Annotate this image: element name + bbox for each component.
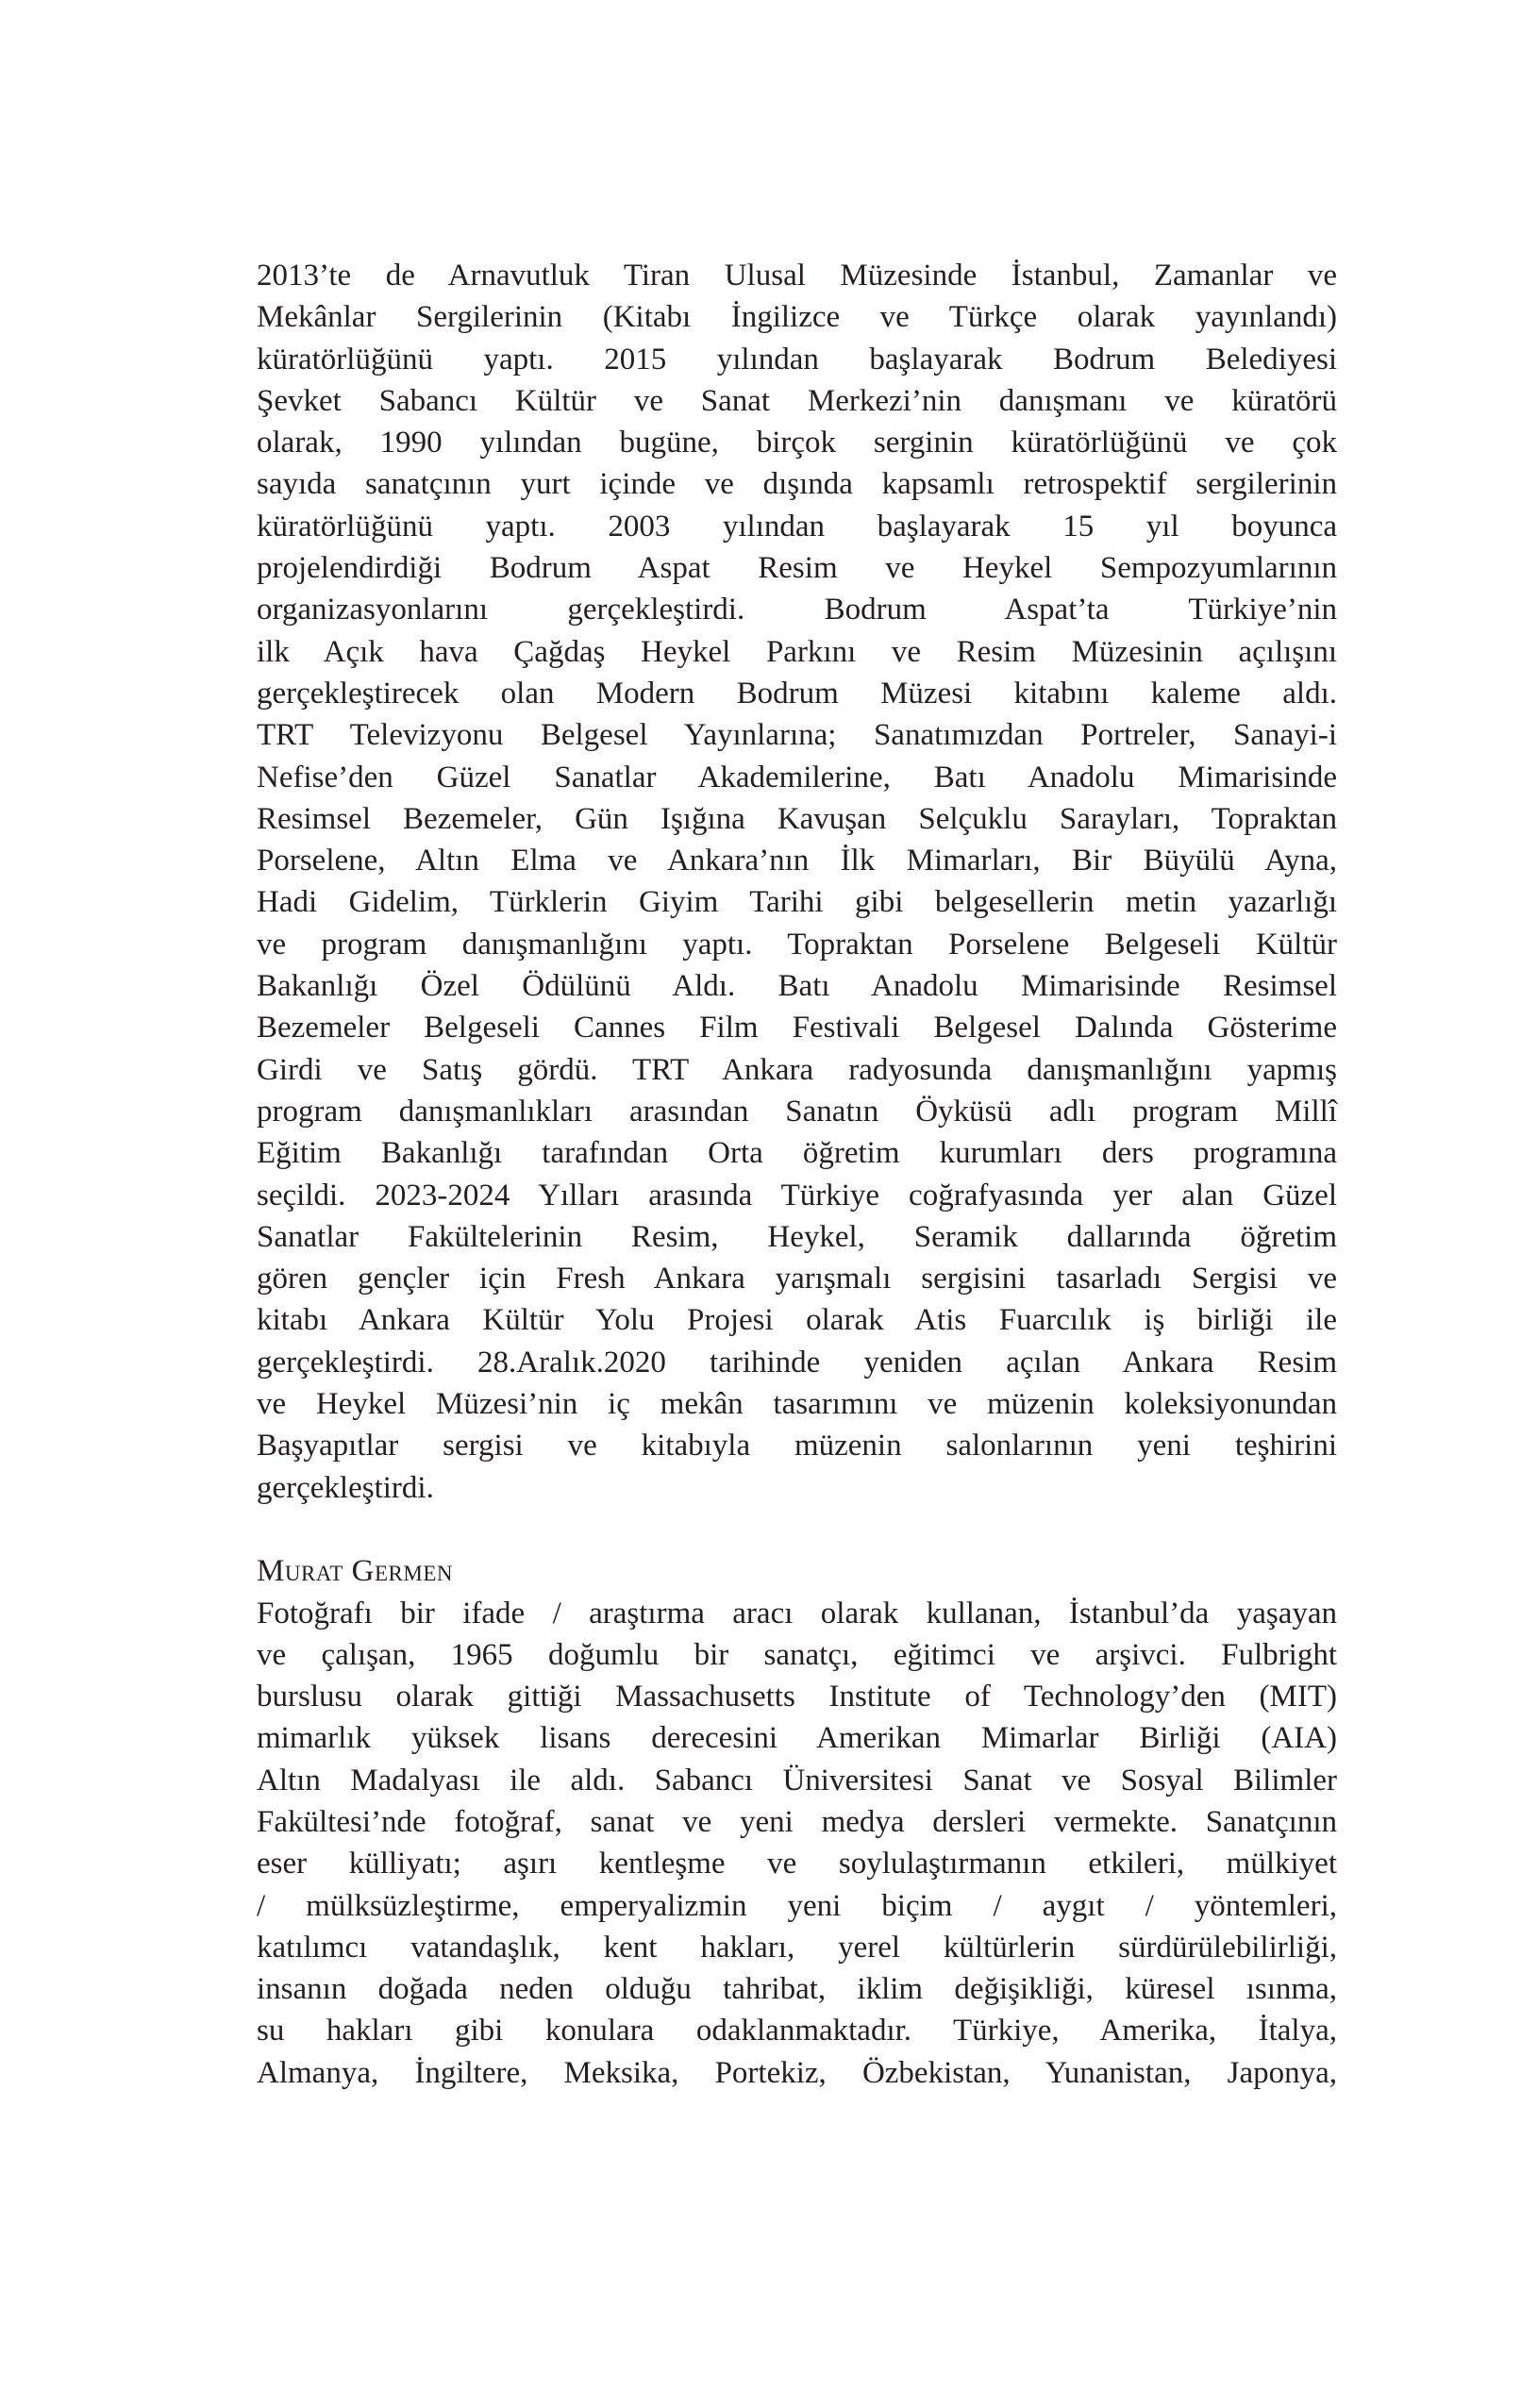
paragraph-line: Bezemeler Belgeseli Cannes Film Festivali Belgesel Dalında Gösterime (257, 1011, 1337, 1045)
paragraph-line: gerçekleştirecek olan Modern Bodrum Müzesi kitabını kaleme aldı. (257, 676, 1337, 711)
paragraph-line: mimarlık yüksek lisans derecesini Amerikan Mimarlar Birliği (AIA) (257, 1721, 1337, 1756)
paragraph-line: Eğitim Bakanlığı tarafından Orta öğretim kurumları ders programına (257, 1136, 1337, 1171)
paragraph-line: Nefise’den Güzel Sanatlar Akademilerine, Batı Anadolu Mimarisinde (257, 760, 1337, 794)
paragraph-line: ilk Açık hava Çağdaş Heykel Parkını ve Resim Müzesinin açılışını (257, 634, 1337, 669)
paragraph-line: Sanatlar Fakültelerinin Resim, Heykel, Seramik dallarında öğretim (257, 1219, 1337, 1254)
paragraph-line: burslusu olarak gittiği Massachusetts Institute of Technology’den (MIT) (257, 1680, 1337, 1714)
paragraph-line: TRT Televizyonu Belgesel Yayınlarına; Sanatımızdan Portreler, Sanayi-i (257, 718, 1337, 753)
paragraph-line: katılımcı vatandaşlık, kent hakları, yerel kültürlerin sürdürülebilirliği, (257, 1930, 1337, 1965)
paragraph-line: gerçekleştirdi. (257, 1470, 434, 1505)
section-gap (257, 1509, 1337, 1550)
paragraph-line: ve program danışmanlığını yaptı. Topraktan Porselene Belgeseli Kültür (257, 927, 1337, 962)
paragraph-line: Resimsel Bezemeler, Gün Işığına Kavuşan Selçuklu Sarayları, Topraktan (257, 801, 1337, 836)
paragraph-line: projelendirdiği Bodrum Aspat Resim ve Heykel Sempozyumlarının (257, 551, 1337, 586)
paragraph-line: sayıda sanatçının yurt içinde ve dışında kapsamlı retrospektif sergilerinin (257, 467, 1337, 502)
paragraph-line: ve Heykel Müzesi’nin iç mekân tasarımını ve müzenin koleksiyonundan (257, 1387, 1337, 1422)
paragraph-line: eser külliyatı; aşırı kentleşme ve soylulaştırmanın etkileri, mülkiyet (257, 1847, 1337, 1881)
paragraph-line: ve çalışan, 1965 doğumlu bir sanatçı, eğitimci ve arşivci. Fulbright (257, 1637, 1337, 1672)
paragraph-line: Porselene, Altın Elma ve Ankara’nın İlk Mimarları, Bir Büyülü Ayna, (257, 844, 1337, 878)
paragraph-line: / mülksüzleştirme, emperyalizmin yeni biçim / aygıt / yöntemleri, (257, 1888, 1337, 1923)
paragraph-line: Hadi Gidelim, Türklerin Giyim Tarihi gibi belgesellerin metin yazarlığı (257, 885, 1337, 920)
paragraph-line: Fakültesi’nde fotoğraf, sanat ve yeni medya dersleri vermekte. Sanatçının (257, 1804, 1337, 1839)
document-page (257, 255, 1337, 2094)
biography-section-1 (257, 255, 1337, 1509)
paragraph-line: seçildi. 2023-2024 Yılları arasında Türkiye coğrafyasında yer alan Güzel (257, 1178, 1337, 1212)
paragraph-line: organizasyonlarını gerçekleştirdi. Bodrum Aspat’ta Türkiye’nin (257, 593, 1337, 627)
paragraph-line: Almanya, İngiltere, Meksika, Portekiz, Özbekistan, Yunanistan, Japonya, (257, 2055, 1337, 2090)
paragraph-line: kitabı Ankara Kültür Yolu Projesi olarak Atis Fuarcılık iş birliği ile (257, 1303, 1337, 1338)
paragraph-line: insanın doğada neden olduğu tahribat, iklim değişikliği, küresel ısınma, (257, 1972, 1337, 2007)
paragraph-line: Mekânlar Sergilerinin (Kitabı İngilizce ve Türkçe olarak yayınlandı) (257, 300, 1337, 335)
section-heading: Murat Germen (257, 1554, 453, 1589)
paragraph-line: 2013’te de Arnavutluk Tiran Ulusal Müzesinde İstanbul, Zamanlar ve (257, 259, 1337, 293)
paragraph-line: Altın Madalyası ile aldı. Sabancı Üniversitesi Sanat ve Sosyal Bilimler (257, 1763, 1337, 1798)
paragraph-line: gören gençler için Fresh Ankara yarışmalı sergisini tasarladı Sergisi ve (257, 1262, 1337, 1296)
paragraph-line: Bakanlığı Özel Ödülünü Aldı. Batı Anadolu Mimarisinde Resimsel (257, 969, 1337, 1004)
biography-section-murat-germen (257, 1550, 1337, 2094)
paragraph-line: gerçekleştirdi. 28.Aralık.2020 tarihinde yeniden açılan Ankara Resim (257, 1345, 1337, 1380)
paragraph-line: Fotoğrafı bir ifade / araştırma aracı olarak kullanan, İstanbul’da yaşayan (257, 1596, 1337, 1630)
paragraph-line: Başyapıtlar sergisi ve kitabıyla müzenin salonlarının yeni teşhirini (257, 1429, 1337, 1463)
paragraph-line: program danışmanlıkları arasından Sanatın Öyküsü adlı program Millî (257, 1094, 1337, 1129)
paragraph-line: Girdi ve Satış gördü. TRT Ankara radyosunda danışmanlığını yapmış (257, 1052, 1337, 1087)
paragraph-line: Şevket Sabancı Kültür ve Sanat Merkezi’nin danışmanı ve küratörü (257, 383, 1337, 418)
paragraph-line: su hakları gibi konulara odaklanmaktadır. Türkiye, Amerika, İtalya, (257, 2014, 1337, 2048)
paragraph-line: küratörlüğünü yaptı. 2015 yılından başlayarak Bodrum Belediyesi (257, 342, 1337, 376)
paragraph-line: olarak, 1990 yılından bugüne, birçok serginin küratörlüğünü ve çok (257, 426, 1337, 460)
paragraph-line: küratörlüğünü yaptı. 2003 yılından başlayarak 15 yıl boyunca (257, 509, 1337, 543)
